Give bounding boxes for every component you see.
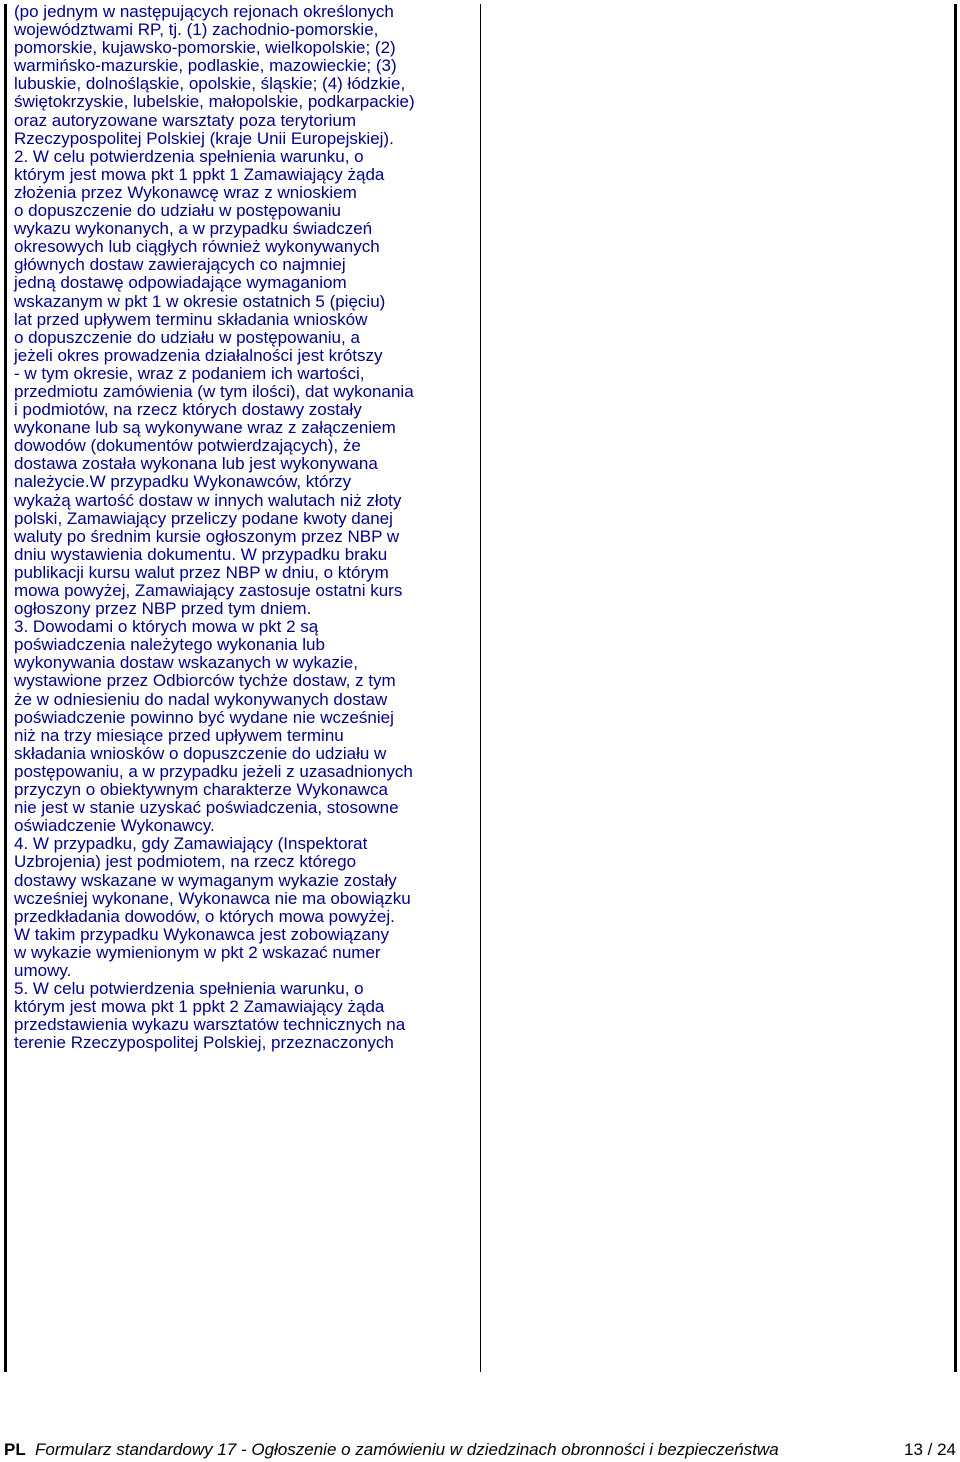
table-border-left <box>4 4 7 1372</box>
page-footer <box>0 1438 960 1462</box>
footer-form-title: Formularz standardowy 17 - Ogłoszenie o zamówieniu w dziedzinach obronności i bezpieczeństwa <box>35 1440 779 1459</box>
paragraph-regions: (po jednym w następujących rejonach określonych województwami RP, tj. (1) zachodnio-pomorskie, pomorskie, kujawsko-pomorskie, wielkopolskie; (2) warmińsko-mazurskie, podlaskie, mazowieckie; (3) lubuskie, dolnośląskie, opolskie, śląskie; (4) łódzkie, świętokrzyskie, lubelskie, małopolskie, podkarpackie) oraz autoryzowane warsztaty poza terytorium Rzeczypospolitej Polskiej (kraje Unii Europejskiej). <box>14 2 415 148</box>
table-border-middle <box>480 4 481 1372</box>
footer-page-number: 13 / 24 <box>904 1440 956 1459</box>
paragraph-item-5: 5. W celu potwierdzenia spełnienia warunku, o którym jest mowa pkt 1 ppkt 2 Zamawiający żąda przedstawienia wykazu warsztatów technicznych na terenie Rzeczypospolitej Polskiej, przeznaczonych <box>14 979 406 1053</box>
paragraph-item-2: 2. W celu potwierdzenia spełnienia warunku, o którym jest mowa pkt 1 ppkt 1 Zamawiający żąda złożenia przez Wykonawcę wraz z wnioskiem o dopuszczenie do udziału w postępowaniu wykazu wykonanych, a w przypadku świadczeń okresowych lub ciągłych również wykonywanych głównych dostaw zawierających co najmniej jedną dostawę odpowiadające wymaganiom wskazanym w pkt 1 w okresie ostatnich 5 (pięciu) lat przed upływem terminu składania wniosków o dopuszczenie do udziału w postępowaniu, a jeżeli okres prowadzenia działalności jest krótszy - w tym okresie, wraz z podaniem ich wartości, przedmiotu zamówienia (w tym ilości), dat wykonania i podmiotów, na rzecz których dostawy zostały wykonane lub są wykonywane wraz z załączeniem dowodów (dokumentów potwierdzających), że dostawa została wykonana lub jest wykonywana należycie.W przypadku Wykonawców, którzy wykażą wartość dostaw w innych walutach niż złoty polski, Zamawiający przeliczy podane kwoty danej waluty po średnim kursie ogłoszonym przez NBP w dniu wystawienia dokumentu. W przypadku braku publikacji kursu walut przez NBP w dniu, o którym mowa powyżej, Zamawiający zastosuje ostatni kurs ogłoszony przez NBP przed tym dniem. <box>14 146 414 619</box>
footer-language-code: PL <box>4 1440 26 1459</box>
paragraph-item-3: 3. Dowodami o których mowa w pkt 2 są poświadczenia należytego wykonania lub wykonywania dostaw wskazanych w wykazie, wystawione przez Odbiorców tychże dostaw, z tym że w odniesieniu do nadal wykonywanych dostaw poświadczenie powinno być wydane nie wcześniej niż na trzy miesiące przed upływem terminu składania wniosków o dopuszczenie do udziału w postępowaniu, a w przypadku jeżeli z uzasadnionych przyczyn o obiektywnym charakterze Wykonawca nie jest w stanie uzyskać poświadczenia, stosowne oświadczenie Wykonawcy. <box>14 617 413 836</box>
table-border-right <box>954 4 957 1372</box>
paragraph-item-4: 4. W przypadku, gdy Zamawiający (Inspektorat Uzbrojenia) jest podmiotem, na rzecz którego dostawy wskazane w wymaganym wykazie zostały wcześniej wykonane, Wykonawca nie ma obowiązku przedkładania dowodów, o których mowa powyżej. W takim przypadku Wykonawca jest zobowiązany w wykazie wymienionym w pkt 2 wskazać numer umowy. <box>14 834 411 980</box>
form-left-cell <box>14 3 476 1052</box>
